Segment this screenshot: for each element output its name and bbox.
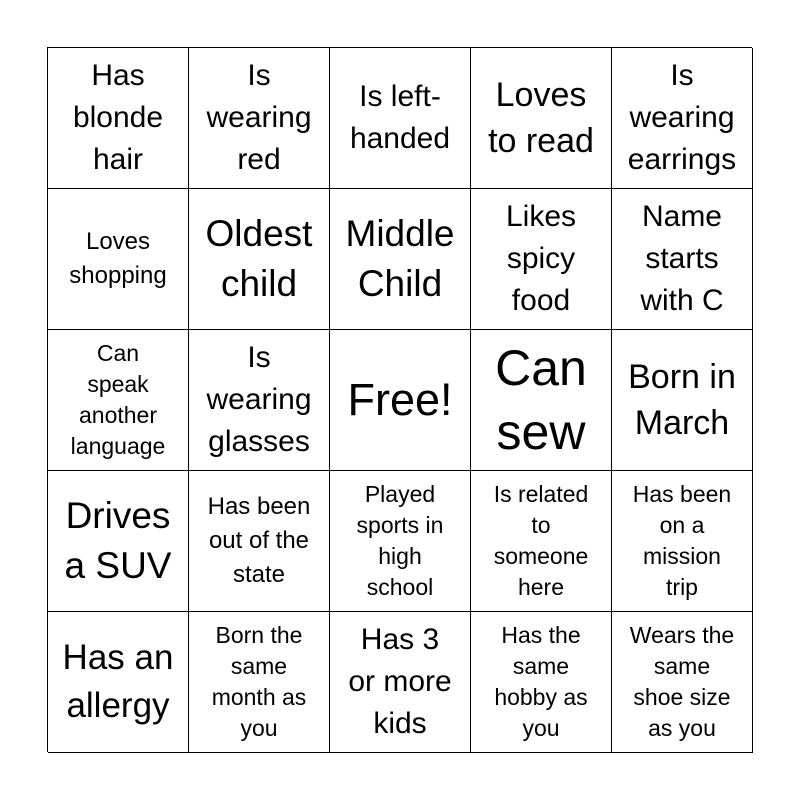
bingo-cell-n5[interactable] (330, 612, 471, 753)
bingo-cell-text: Born in March (628, 358, 736, 442)
bingo-cell-text: Loves shopping (69, 228, 167, 289)
bingo-cell-g5[interactable] (471, 612, 612, 753)
bingo-cell-text: Oldest child (205, 213, 313, 304)
bingo-cell-i4[interactable] (189, 471, 330, 612)
bingo-cell-text: Born the same month as you (211, 622, 307, 741)
bingo-cell-i2[interactable] (189, 189, 330, 330)
bingo-cell-o4[interactable] (612, 471, 753, 612)
bingo-cell-text: Can sew (495, 340, 587, 460)
bingo-cell-i5[interactable] (189, 612, 330, 753)
bingo-cell-text: Played sports in high school (356, 481, 444, 600)
bingo-cell-g2[interactable] (471, 189, 612, 330)
bingo-cell-text: Middle Child (345, 213, 455, 304)
bingo-cell-b5[interactable] (48, 612, 189, 753)
bingo-cell-b2[interactable] (48, 189, 189, 330)
bingo-cell-i3[interactable] (189, 330, 330, 471)
bingo-cell-text: Is wearing glasses (206, 341, 312, 458)
bingo-cell-text: Has 3 or more kids (348, 623, 452, 740)
bingo-cell-o2[interactable] (612, 189, 753, 330)
bingo-cell-n1[interactable] (330, 48, 471, 189)
bingo-cell-g1[interactable] (471, 48, 612, 189)
bingo-cell-b1[interactable] (48, 48, 189, 189)
free-space[interactable] (330, 330, 471, 471)
bingo-cell-text: Has the same hobby as you (494, 622, 588, 741)
bingo-cell-text: Is wearing earrings (627, 59, 737, 176)
bingo-cell-n4[interactable] (330, 471, 471, 612)
bingo-cell-g4[interactable] (471, 471, 612, 612)
bingo-board (47, 47, 752, 752)
bingo-cell-text: Has been out of the state (207, 493, 311, 588)
free-space-text: Free! (347, 374, 453, 425)
bingo-cell-n2[interactable] (330, 189, 471, 330)
bingo-cell-text: Can speak another language (70, 340, 166, 459)
bingo-cell-text: Drives a SUV (64, 495, 172, 586)
bingo-cell-o5[interactable] (612, 612, 753, 753)
bingo-cell-text: Is related to someone here (493, 481, 589, 600)
bingo-cell-o3[interactable] (612, 330, 753, 471)
bingo-cell-text: Is left- handed (349, 80, 451, 155)
bingo-cell-text: Has blonde hair (72, 59, 164, 176)
bingo-cell-b4[interactable] (48, 471, 189, 612)
bingo-cell-text: Has an allergy (62, 638, 174, 725)
bingo-cell-text: Likes spicy food (505, 200, 577, 317)
bingo-cell-i1[interactable] (189, 48, 330, 189)
bingo-cell-text: Has been on a mission trip (632, 481, 732, 600)
bingo-cell-g3[interactable] (471, 330, 612, 471)
bingo-cell-text: Loves to read (488, 76, 594, 160)
bingo-cell-o1[interactable] (612, 48, 753, 189)
bingo-cell-text: Is wearing red (206, 59, 312, 176)
bingo-cell-b3[interactable] (48, 330, 189, 471)
bingo-cell-text: Name starts with C (640, 200, 724, 317)
bingo-cell-text: Wears the same shoe size as you (629, 622, 735, 741)
